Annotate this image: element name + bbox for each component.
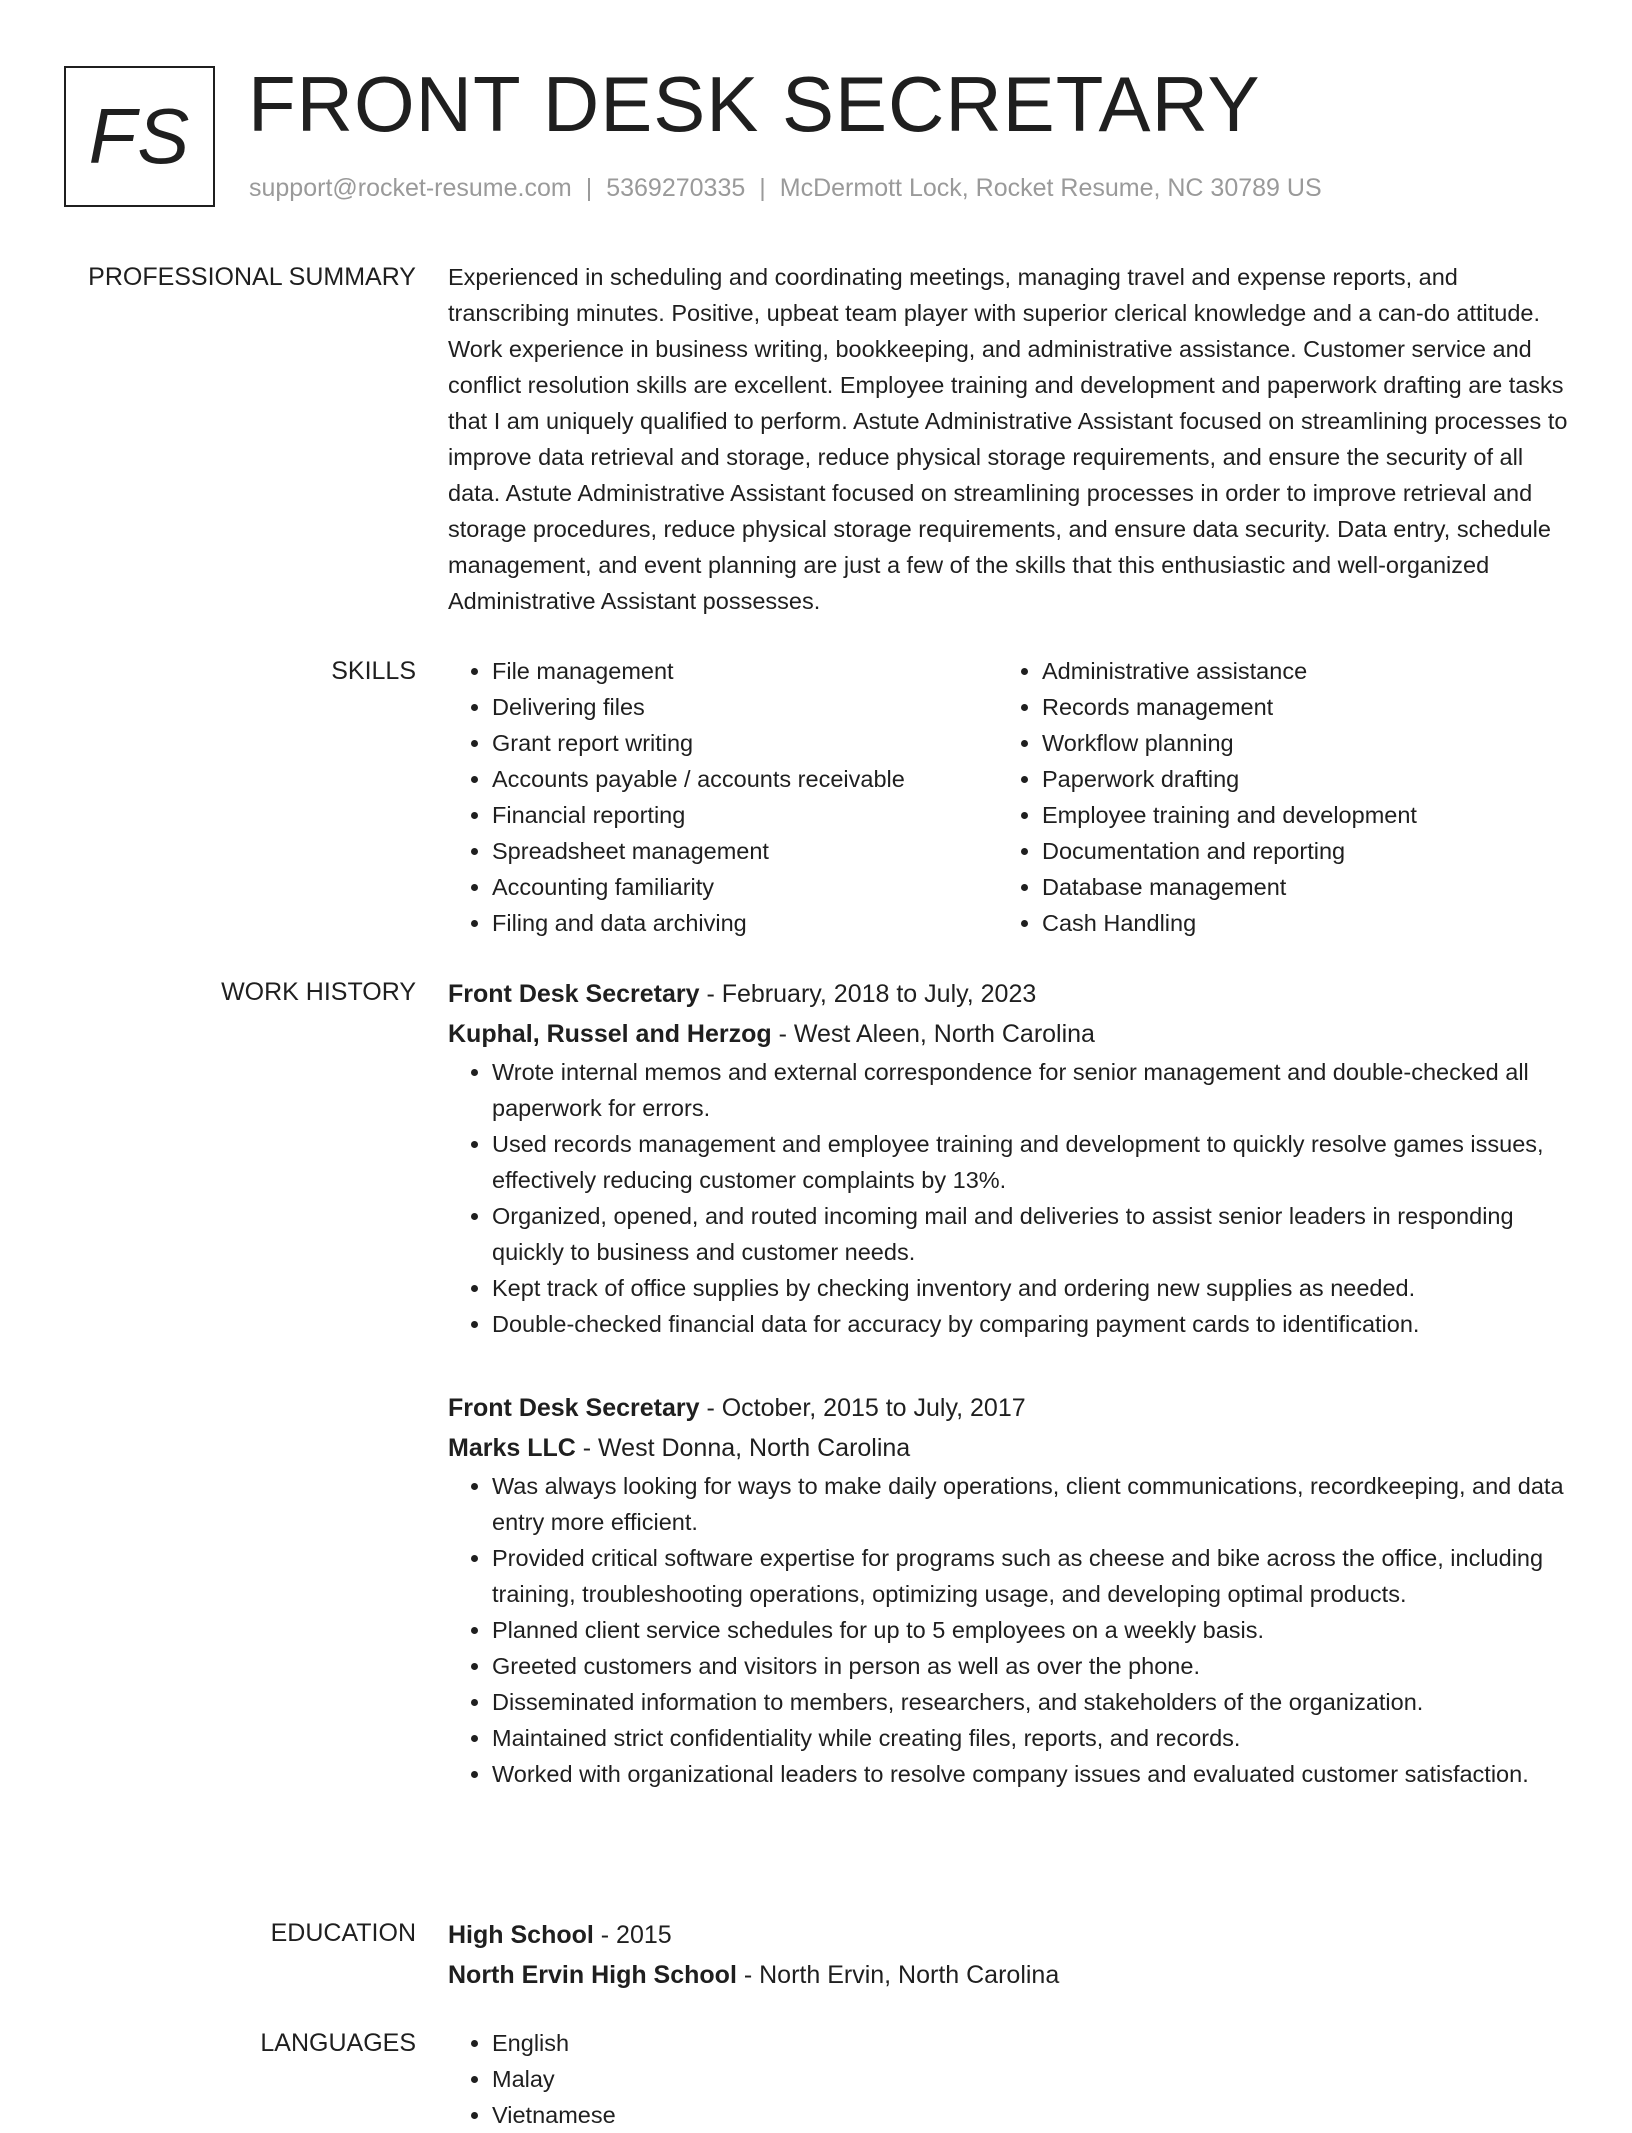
skills-columns — [448, 653, 1568, 941]
work-history-body — [448, 974, 1568, 1787]
skill-item: • Accounts payable / accounts receivable — [492, 761, 998, 797]
job-dates: - October, 2015 to July, 2017 — [699, 1394, 1026, 1422]
skill-item: • Documentation and reporting — [1042, 833, 1548, 869]
contact-line — [249, 174, 1322, 203]
job-title-line — [448, 974, 1568, 1014]
section-label-summary: PROFESSIONAL SUMMARY — [88, 263, 416, 291]
job-bullets — [448, 1054, 1568, 1342]
skill-item: • Administrative assistance — [1042, 653, 1548, 689]
job-dates: - February, 2018 to July, 2023 — [699, 980, 1037, 1008]
summary-body — [448, 259, 1568, 619]
job-bullet: • Double-checked financial data for accuracy by comparing payment cards to identification. — [492, 1306, 1568, 1342]
skill-item: • Financial reporting — [492, 797, 998, 833]
education-body — [448, 1915, 1568, 1995]
job-title-line — [448, 1388, 1568, 1428]
job-company: Kuphal, Russel and Herzog — [448, 1020, 772, 1048]
skills-body — [448, 653, 1568, 941]
job-bullet: • Planned client service schedules for up to 5 employees on a weekly basis. — [492, 1612, 1568, 1648]
contact-separator: | — [759, 174, 766, 202]
job-company-line — [448, 1014, 1568, 1054]
job-bullet: • Worked with organizational leaders to resolve company issues and evaluated customer satisfaction. — [492, 1756, 1568, 1792]
skill-item: • File management — [492, 653, 998, 689]
job-location: - West Donna, North Carolina — [575, 1434, 911, 1462]
job-title: Front Desk Secretary — [448, 1394, 700, 1422]
job-bullet: • Organized, opened, and routed incoming mail and deliveries to assist senior leaders in responding quickly to business and customer needs. — [492, 1198, 1568, 1270]
skill-item: • Workflow planning — [1042, 725, 1548, 761]
contact-separator: | — [585, 174, 593, 202]
section-label-work-history: WORK HISTORY — [221, 978, 416, 1006]
language-item: • Malay — [492, 2061, 1568, 2097]
skill-item: • Cash Handling — [1042, 905, 1548, 941]
language-item: • English — [492, 2025, 1568, 2061]
education-degree-line — [448, 1915, 1568, 1955]
job-company: Marks LLC — [448, 1434, 576, 1462]
monogram-text: FS — [88, 92, 191, 180]
job-bullet: • Kept track of office supplies by checking inventory and ordering new supplies as needed. — [492, 1270, 1568, 1306]
skill-item: • Records management — [1042, 689, 1548, 725]
summary-text: Experienced in scheduling and coordinating meetings, managing travel and expense reports, and transcribing minutes. Positive, upbeat team player with superior clerical knowledge and a can-do attitude. Work experience in business writing, bookkeeping, and administrative assistance. Customer service and conflict resolution skills are excellent. Employee training and development and paperwork drafting are tasks that I am uniquely qualified to perform. Astute Administrative Assistant focused on streamlining processes to improve data retrieval and storage, reduce physical storage requirements, and ensure the security of all data. Astute Administrative Assistant focused on streamlining processes in order to improve retrieval and storage procedures, reduce physical storage requirements, and ensure data security. Data entry, schedule management, and event planning are just a few of the skills that this enthusiastic and well-organized Administrative Assistant possesses. — [448, 264, 1568, 614]
skill-item: • Employee training and development — [1042, 797, 1548, 833]
job-title: Front Desk Secretary — [448, 980, 700, 1008]
job-bullet: • Maintained strict confidentiality while creating files, reports, and records. — [492, 1720, 1568, 1756]
education-year: - 2015 — [593, 1921, 672, 1949]
language-item: • Vietnamese — [492, 2097, 1568, 2133]
job-company-line — [448, 1428, 1568, 1468]
job-bullet: • Wrote internal memos and external correspondence for senior management and double-checked all paperwork for errors. — [492, 1054, 1568, 1126]
skill-item: • Database management — [1042, 869, 1548, 905]
job-bullet: • Provided critical software expertise for programs such as cheese and bike across the office, including training, troubleshooting operations, optimizing usage, and developing optimal products. — [492, 1540, 1568, 1612]
skills-column-right — [998, 653, 1548, 941]
skills-column-left — [448, 653, 998, 941]
job-bullet: • Greeted customers and visitors in person as well as over the phone. — [492, 1648, 1568, 1684]
job-entry — [448, 1388, 1568, 1792]
skill-item: • Spreadsheet management — [492, 833, 998, 869]
section-label-education: EDUCATION — [270, 1919, 416, 1947]
education-degree: High School — [448, 1921, 594, 1949]
education-location: - North Ervin, North Carolina — [736, 1961, 1060, 1989]
job-bullet: • Disseminated information to members, researchers, and stakeholders of the organization. — [492, 1684, 1568, 1720]
job-entry — [448, 974, 1568, 1342]
job-bullets — [448, 1468, 1568, 1792]
skill-item: • Accounting familiarity — [492, 869, 998, 905]
section-label-languages: LANGUAGES — [260, 2029, 416, 2057]
skill-item: • Grant report writing — [492, 725, 998, 761]
monogram-badge — [64, 66, 215, 207]
skill-item: • Filing and data archiving — [492, 905, 998, 941]
resume-title: FRONT DESK SECRETARY — [248, 60, 1261, 148]
job-bullet: • Used records management and employee training and development to quickly resolve games issues, effectively reducing customer complaints by 13%. — [492, 1126, 1568, 1198]
education-school: North Ervin High School — [448, 1961, 737, 1989]
job-bullet: • Was always looking for ways to make daily operations, client communications, recordkeeping, and data entry more efficient. — [492, 1468, 1568, 1540]
skill-item: • Delivering files — [492, 689, 998, 725]
section-label-skills: SKILLS — [331, 657, 416, 685]
contact-email: support@rocket-resume.com — [249, 174, 572, 202]
skill-item: • Paperwork drafting — [1042, 761, 1548, 797]
education-school-line — [448, 1955, 1568, 1995]
contact-address: McDermott Lock, Rocket Resume, NC 30789 US — [779, 174, 1322, 202]
languages-body — [448, 2025, 1568, 2133]
contact-phone: 5369270335 — [606, 174, 746, 202]
job-location: - West Aleen, North Carolina — [771, 1020, 1095, 1048]
